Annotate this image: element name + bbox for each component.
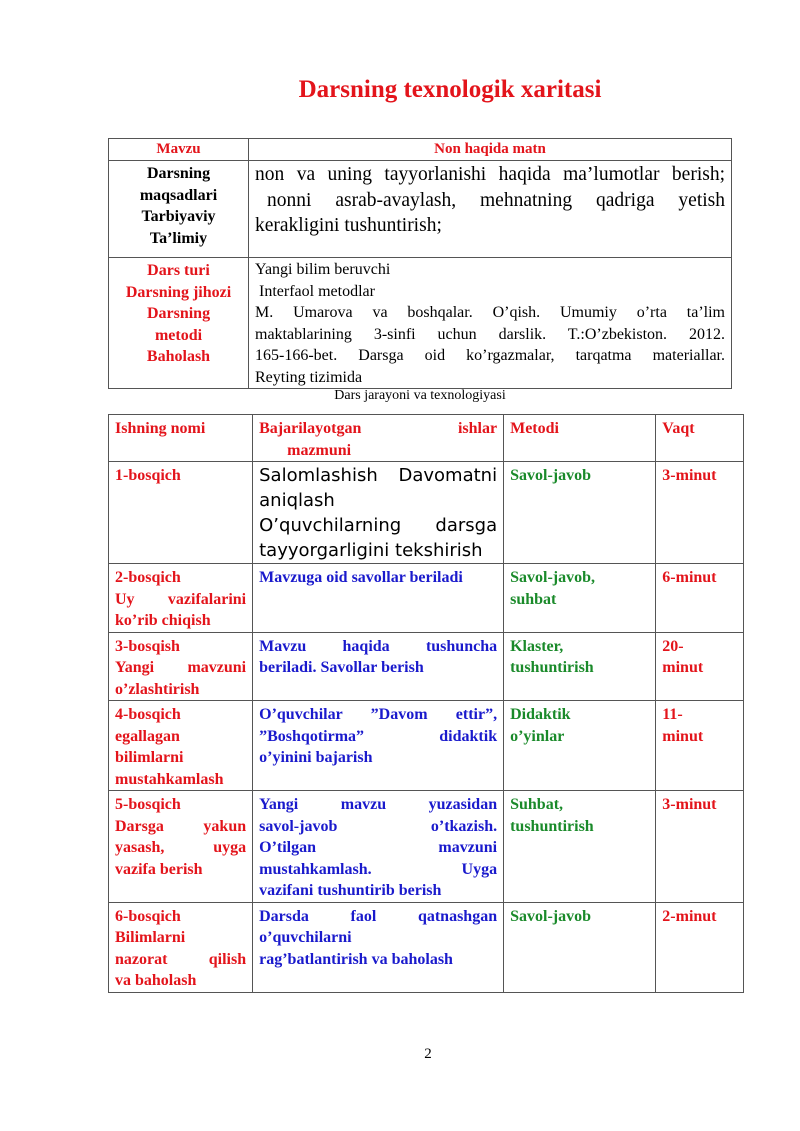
details-text-line: M. Umarova va boshqalar. O’qish. Umumiy o’rta ta’lim — [255, 304, 725, 321]
content-line: beriladi. Savollar berish — [259, 659, 424, 676]
content-line: Darsda faol qatnashgan — [259, 907, 498, 925]
content-cell — [253, 791, 504, 903]
stage-cell — [109, 701, 253, 791]
stage-cell — [109, 791, 253, 903]
content-cell — [253, 701, 504, 791]
method-line: Savol-javob — [510, 907, 591, 925]
content-line: mustahkamlash. Uyga — [259, 860, 498, 878]
header-topic-label: Mavzu — [109, 139, 249, 161]
content-line: O’quvchilar ”Davom ettir”, — [259, 706, 498, 723]
content-line: ”Boshqotirma” didaktik — [259, 727, 498, 745]
process-row — [109, 701, 744, 791]
method-line: Savol-javob, — [510, 569, 595, 586]
stage-cell — [109, 462, 253, 564]
process-row — [109, 902, 744, 992]
content-line: Yangi mavzu yuzasidan — [259, 796, 498, 813]
content-line: Salomlashish Davomatni — [259, 465, 498, 486]
stage-line: yasash, uyga — [115, 839, 247, 856]
process-row — [109, 632, 744, 701]
stage-line: nazorat qilish — [115, 950, 247, 968]
lesson-info-table — [108, 138, 732, 389]
content-cell — [253, 462, 504, 564]
time-line: 11- — [662, 706, 683, 723]
content-cell — [253, 902, 504, 992]
stage-line: 6-bosqich — [115, 907, 181, 925]
lesson-goals-text — [249, 161, 732, 258]
stage-line: va baholash — [115, 972, 197, 989]
content-line: O’quvchilarning darsga — [259, 515, 498, 536]
details-label: metodi — [154, 326, 203, 344]
method-cell — [504, 791, 656, 903]
process-row — [109, 564, 744, 633]
page-number: 2 — [424, 1046, 432, 1062]
goals-label: Darsning — [146, 165, 211, 182]
goals-label: maqsadlari — [139, 186, 218, 204]
content-line: aniqlash — [259, 490, 335, 511]
method-cell — [504, 902, 656, 992]
page-title: Darsning texnologik xaritasi — [298, 76, 602, 103]
goals-text-line: nonni asrab-avaylash, mehnatning qadriga yetish — [267, 189, 725, 211]
method-cell — [504, 701, 656, 791]
content-cell — [253, 564, 504, 633]
header-content-line: mazmuni — [287, 441, 352, 459]
stage-cell — [109, 564, 253, 633]
time-line: minut — [662, 727, 704, 745]
content-cell — [253, 632, 504, 701]
goals-label: Tarbiyaviy — [141, 208, 216, 225]
content-line: savol-javob o’tkazish. — [259, 817, 498, 835]
stage-line: 5-bosqich — [115, 796, 181, 813]
method-line: Savol-javob — [510, 467, 591, 484]
header-content — [253, 415, 504, 462]
content-line: o’quvchilarni — [259, 929, 352, 946]
stage-line: 4-bosqich — [115, 706, 181, 723]
lesson-details-text — [249, 258, 732, 389]
method-cell — [504, 462, 656, 564]
time-cell — [656, 564, 744, 633]
method-cell — [504, 632, 656, 701]
stage-line: bilimlarni — [115, 749, 184, 766]
method-line: Didaktik — [510, 706, 571, 723]
method-line: o’yinlar — [510, 727, 565, 745]
details-text-line: 165-166-bet. Darsga oid ko’rgazmalar, tarqatma materiallar. — [255, 347, 725, 364]
time-cell — [656, 791, 744, 903]
method-line: Klaster, — [510, 637, 564, 655]
content-line: tayyorgarligini tekshirish — [259, 540, 483, 561]
details-text-line: maktablarining 3-sinfi uchun darslik. T.:O’zbekiston. 2012. — [255, 325, 725, 343]
stage-line: Darsga yakun — [115, 817, 247, 835]
stage-line: o’zlashtirish — [115, 680, 200, 698]
goals-label: Ta’limiy — [149, 229, 208, 247]
stage-line: Uy vazifalarini — [115, 590, 247, 608]
time-line: 2-minut — [662, 907, 717, 925]
content-line: rag’batlantirish va baholash — [259, 950, 453, 968]
time-cell — [656, 701, 744, 791]
lesson-details-labels — [109, 258, 249, 389]
header-stage: Ishning nomi — [109, 415, 253, 462]
time-cell — [656, 632, 744, 701]
content-line: Mavzu haqida tushuncha — [259, 637, 498, 655]
lesson-info-header-row — [109, 139, 732, 161]
method-cell — [504, 564, 656, 633]
header-method: Metodi — [504, 415, 656, 462]
lesson-goals-row — [109, 161, 732, 258]
details-label: Baholash — [146, 348, 211, 365]
process-row — [109, 791, 744, 903]
stage-line: egallagan — [115, 727, 180, 745]
stage-line: 1-bosqich — [115, 467, 181, 484]
stage-cell — [109, 902, 253, 992]
content-line: O’tilgan mavzuni — [259, 839, 498, 856]
lesson-goals-labels — [109, 161, 249, 258]
time-line: 3-minut — [662, 467, 717, 484]
time-cell — [656, 902, 744, 992]
stage-line: mustahkamlash — [115, 770, 224, 788]
time-line: 3-minut — [662, 796, 717, 813]
header-time: Vaqt — [656, 415, 744, 462]
time-cell — [656, 462, 744, 564]
stage-line: 2-bosqich — [115, 569, 181, 586]
method-line: tushuntirish — [510, 659, 594, 676]
process-row — [109, 462, 744, 564]
method-line: tushuntirish — [510, 817, 594, 835]
content-line: Mavzuga oid savollar beriladi — [259, 569, 463, 586]
method-line: Suhbat, — [510, 796, 564, 813]
stage-line: ko’rib chiqish — [115, 612, 211, 629]
time-line: minut — [662, 659, 704, 676]
process-caption: Dars jarayoni va texnologiyasi — [334, 388, 506, 403]
details-text-line: Interfaol metodlar — [259, 282, 375, 300]
time-line: 20- — [662, 637, 684, 655]
header-content-line: Bajarilayotgan ishlar — [259, 420, 498, 437]
lesson-process-table — [108, 414, 744, 993]
stage-line: vazifa berish — [115, 860, 203, 878]
details-text-line: Yangi bilim beruvchi — [255, 261, 391, 278]
details-label: Darsning — [146, 305, 211, 322]
process-header-row — [109, 415, 744, 462]
details-label: Darsning jihozi — [125, 283, 232, 301]
content-line: o’yinini bajarish — [259, 749, 373, 766]
lesson-details-row — [109, 258, 732, 389]
goals-text-line: kerakligini tushuntirish; — [255, 215, 442, 236]
header-topic-value: Non haqida matn — [249, 139, 732, 161]
content-line: vazifani tushuntirib berish — [259, 882, 442, 899]
time-line: 6-minut — [662, 569, 717, 586]
stage-line: 3-bosqish — [115, 637, 180, 655]
details-text-line: Reyting tizimida — [255, 368, 363, 386]
method-line: suhbat — [510, 590, 557, 608]
stage-cell — [109, 632, 253, 701]
goals-text-line: non va uning tayyorlanishi haqida ma’lumotlar berish; — [255, 164, 725, 185]
stage-line: Bilimlarni — [115, 929, 186, 946]
details-label: Dars turi — [147, 262, 210, 279]
stage-line: Yangi mavzuni — [115, 659, 247, 676]
